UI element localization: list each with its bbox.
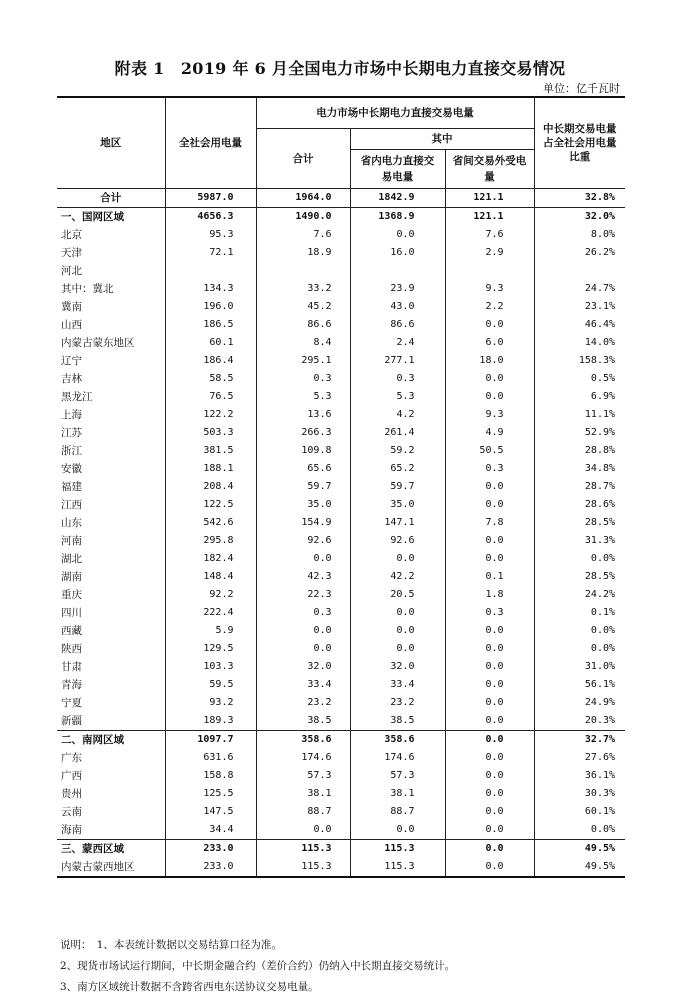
table-row: [57, 622, 625, 640]
table-row: [57, 532, 625, 550]
table-row: [57, 640, 625, 658]
contract-cell: 5.3: [256, 388, 350, 406]
region-cell: 贵州: [57, 785, 165, 803]
cross-province-cell: 0.0: [445, 731, 534, 750]
note-1: 说明： 1、本表统计数据以交易结算口径为准。: [60, 939, 282, 951]
table-row: [57, 604, 625, 622]
cross-province-cell: 7.8: [445, 514, 534, 532]
contract-cell: 0.0: [256, 640, 350, 658]
contract-cell: 1964.0: [256, 189, 350, 208]
header-in-province: 省内电力直接交易电量: [350, 150, 445, 189]
contract-cell: 32.0: [256, 658, 350, 676]
ratio-cell: 6.9%: [534, 388, 625, 406]
note-2: 2、现货市场试运行期间，中长期金融合约（差价合约）仍纳入中长期直接交易统计。: [60, 960, 456, 972]
ratio-cell: 158.3%: [534, 352, 625, 370]
total-use-cell: 5987.0: [165, 189, 256, 208]
region-cell: 上海: [57, 406, 165, 424]
total-use-cell: 76.5: [165, 388, 256, 406]
in-province-cell: 0.0: [350, 550, 445, 568]
in-province-cell: [350, 262, 445, 280]
cross-province-cell: 7.6: [445, 226, 534, 244]
in-province-cell: 23.2: [350, 694, 445, 712]
cross-province-cell: 0.0: [445, 658, 534, 676]
total-use-cell: 542.6: [165, 514, 256, 532]
total-use-cell: 34.4: [165, 821, 256, 840]
ratio-cell: 32.0%: [534, 208, 625, 227]
region-cell: 安徽: [57, 460, 165, 478]
table-row: [57, 316, 625, 334]
section-row: [57, 208, 625, 227]
table-row: [57, 262, 625, 280]
contract-cell: 92.6: [256, 532, 350, 550]
region-cell: 辽宁: [57, 352, 165, 370]
ratio-cell: 32.8%: [534, 189, 625, 208]
in-province-cell: 358.6: [350, 731, 445, 750]
ratio-cell: 24.9%: [534, 694, 625, 712]
in-province-cell: 115.3: [350, 858, 445, 877]
header-subtotal: 合计: [256, 129, 350, 189]
cross-province-cell: 0.0: [445, 785, 534, 803]
ratio-cell: 31.3%: [534, 532, 625, 550]
ratio-cell: 14.0%: [534, 334, 625, 352]
in-province-cell: 0.0: [350, 640, 445, 658]
total-use-cell: 5.9: [165, 622, 256, 640]
in-province-cell: 2.4: [350, 334, 445, 352]
table-row: [57, 712, 625, 731]
total-use-cell: 103.3: [165, 658, 256, 676]
in-province-cell: 261.4: [350, 424, 445, 442]
section-row: [57, 731, 625, 750]
region-cell: 四川: [57, 604, 165, 622]
cross-province-cell: 0.0: [445, 388, 534, 406]
cross-province-cell: 0.0: [445, 803, 534, 821]
cross-province-cell: 0.1: [445, 568, 534, 586]
in-province-cell: 43.0: [350, 298, 445, 316]
note-3: 3、南方区域统计数据不含跨省西电东送协议交易电量。: [60, 981, 319, 993]
ratio-cell: 24.2%: [534, 586, 625, 604]
in-province-cell: 86.6: [350, 316, 445, 334]
region-cell: 西藏: [57, 622, 165, 640]
total-use-cell: 92.2: [165, 586, 256, 604]
in-province-cell: 57.3: [350, 767, 445, 785]
region-cell: 甘肃: [57, 658, 165, 676]
total-use-cell: 186.5: [165, 316, 256, 334]
contract-cell: 1490.0: [256, 208, 350, 227]
contract-cell: 115.3: [256, 858, 350, 877]
table-row: [57, 424, 625, 442]
region-cell: 江苏: [57, 424, 165, 442]
table-row: [57, 658, 625, 676]
ratio-cell: 28.5%: [534, 514, 625, 532]
cross-province-cell: 1.8: [445, 586, 534, 604]
region-cell: 重庆: [57, 586, 165, 604]
cross-province-cell: 0.3: [445, 604, 534, 622]
ratio-cell: 28.7%: [534, 478, 625, 496]
table-row: [57, 694, 625, 712]
total-use-cell: 1097.7: [165, 731, 256, 750]
contract-cell: 38.5: [256, 712, 350, 731]
cross-province-cell: [445, 262, 534, 280]
in-province-cell: 59.2: [350, 442, 445, 460]
contract-cell: 295.1: [256, 352, 350, 370]
in-province-cell: 38.1: [350, 785, 445, 803]
cross-province-cell: 0.0: [445, 858, 534, 877]
region-cell: 合计: [57, 189, 165, 208]
in-province-cell: 33.4: [350, 676, 445, 694]
contract-cell: 65.6: [256, 460, 350, 478]
in-province-cell: 32.0: [350, 658, 445, 676]
ratio-cell: 32.7%: [534, 731, 625, 750]
region-cell: 宁夏: [57, 694, 165, 712]
region-cell: 广东: [57, 749, 165, 767]
total-use-cell: 233.0: [165, 858, 256, 877]
ratio-cell: 0.0%: [534, 550, 625, 568]
in-province-cell: 59.7: [350, 478, 445, 496]
contract-cell: 0.3: [256, 370, 350, 388]
table-row: [57, 767, 625, 785]
contract-cell: 59.7: [256, 478, 350, 496]
ratio-cell: 36.1%: [534, 767, 625, 785]
ratio-cell: 56.1%: [534, 676, 625, 694]
table-row: [57, 550, 625, 568]
ratio-cell: 28.6%: [534, 496, 625, 514]
table-row: [57, 352, 625, 370]
contract-cell: 358.6: [256, 731, 350, 750]
region-cell: 一、国网区域: [57, 208, 165, 227]
cross-province-cell: 6.0: [445, 334, 534, 352]
contract-cell: 18.9: [256, 244, 350, 262]
header-region: 地区: [57, 97, 165, 189]
unit-label: 单位：亿千瓦时: [543, 82, 620, 95]
cross-province-cell: 0.0: [445, 840, 534, 859]
region-cell: 北京: [57, 226, 165, 244]
ratio-cell: 0.1%: [534, 604, 625, 622]
ratio-cell: 0.0%: [534, 622, 625, 640]
ratio-cell: 0.5%: [534, 370, 625, 388]
total-use-cell: 93.2: [165, 694, 256, 712]
cross-province-cell: 0.3: [445, 460, 534, 478]
contract-cell: 33.2: [256, 280, 350, 298]
region-cell: 浙江: [57, 442, 165, 460]
table-row: [57, 280, 625, 298]
total-use-cell: 147.5: [165, 803, 256, 821]
contract-cell: 109.8: [256, 442, 350, 460]
cross-province-cell: 121.1: [445, 189, 534, 208]
table-row: [57, 388, 625, 406]
contract-cell: 88.7: [256, 803, 350, 821]
in-province-cell: 174.6: [350, 749, 445, 767]
in-province-cell: 1368.9: [350, 208, 445, 227]
region-cell: 湖北: [57, 550, 165, 568]
in-province-cell: 88.7: [350, 803, 445, 821]
region-cell: 云南: [57, 803, 165, 821]
page-title: 附表 1 2019 年 6 月全国电力市场中长期电力直接交易情况: [114, 59, 566, 78]
region-cell: 内蒙古蒙东地区: [57, 334, 165, 352]
cross-province-cell: 0.0: [445, 316, 534, 334]
contract-cell: [256, 262, 350, 280]
region-cell: 湖南: [57, 568, 165, 586]
in-province-cell: 42.2: [350, 568, 445, 586]
ratio-cell: 24.7%: [534, 280, 625, 298]
header-ratio: 中长期交易电量占全社会用电量比重: [534, 97, 625, 189]
in-province-cell: 115.3: [350, 840, 445, 859]
cross-province-cell: 0.0: [445, 767, 534, 785]
total-use-cell: 222.4: [165, 604, 256, 622]
in-province-cell: 4.2: [350, 406, 445, 424]
table-body: [57, 189, 625, 878]
region-cell: 福建: [57, 478, 165, 496]
table-row: [57, 496, 625, 514]
cross-province-cell: 0.0: [445, 676, 534, 694]
region-cell: 天津: [57, 244, 165, 262]
total-use-cell: 122.2: [165, 406, 256, 424]
total-use-cell: 208.4: [165, 478, 256, 496]
cross-province-cell: 121.1: [445, 208, 534, 227]
contract-cell: 38.1: [256, 785, 350, 803]
in-province-cell: 277.1: [350, 352, 445, 370]
total-use-cell: 134.3: [165, 280, 256, 298]
ratio-cell: 30.3%: [534, 785, 625, 803]
cross-province-cell: 2.9: [445, 244, 534, 262]
in-province-cell: 0.0: [350, 604, 445, 622]
table-row: [57, 821, 625, 840]
in-province-cell: 0.3: [350, 370, 445, 388]
in-province-cell: 38.5: [350, 712, 445, 731]
ratio-cell: 8.0%: [534, 226, 625, 244]
cross-province-cell: 0.0: [445, 640, 534, 658]
region-cell: 广西: [57, 767, 165, 785]
table-row: [57, 858, 625, 877]
table-row: [57, 244, 625, 262]
in-province-cell: 16.0: [350, 244, 445, 262]
total-use-cell: 381.5: [165, 442, 256, 460]
total-use-cell: 196.0: [165, 298, 256, 316]
total-use-cell: 72.1: [165, 244, 256, 262]
ratio-cell: 26.2%: [534, 244, 625, 262]
table-row: [57, 803, 625, 821]
cross-province-cell: 9.3: [445, 406, 534, 424]
region-cell: 黑龙江: [57, 388, 165, 406]
cross-province-cell: 0.0: [445, 821, 534, 840]
table-row: [57, 370, 625, 388]
total-use-cell: 129.5: [165, 640, 256, 658]
contract-cell: 86.6: [256, 316, 350, 334]
ratio-cell: 34.8%: [534, 460, 625, 478]
ratio-cell: 27.6%: [534, 749, 625, 767]
total-use-cell: 503.3: [165, 424, 256, 442]
contract-cell: 154.9: [256, 514, 350, 532]
total-use-cell: 631.6: [165, 749, 256, 767]
region-cell: 新疆: [57, 712, 165, 731]
ratio-cell: 11.1%: [534, 406, 625, 424]
cross-province-cell: 2.2: [445, 298, 534, 316]
table-row: [57, 442, 625, 460]
cross-province-cell: 50.5: [445, 442, 534, 460]
ratio-cell: 52.9%: [534, 424, 625, 442]
cross-province-cell: 0.0: [445, 622, 534, 640]
in-province-cell: 0.0: [350, 622, 445, 640]
cross-province-cell: 4.9: [445, 424, 534, 442]
total-use-cell: 60.1: [165, 334, 256, 352]
cross-province-cell: 0.0: [445, 370, 534, 388]
header-among: 其中: [350, 129, 534, 150]
total-use-cell: [165, 262, 256, 280]
in-province-cell: 0.0: [350, 226, 445, 244]
cross-province-cell: 0.0: [445, 478, 534, 496]
total-use-cell: 59.5: [165, 676, 256, 694]
contract-cell: 174.6: [256, 749, 350, 767]
total-use-cell: 148.4: [165, 568, 256, 586]
total-use-cell: 125.5: [165, 785, 256, 803]
total-use-cell: 233.0: [165, 840, 256, 859]
cross-province-cell: 0.0: [445, 694, 534, 712]
cross-province-cell: 0.0: [445, 712, 534, 731]
ratio-cell: 28.8%: [534, 442, 625, 460]
total-use-cell: 189.3: [165, 712, 256, 731]
table-row: [57, 785, 625, 803]
contract-cell: 0.3: [256, 604, 350, 622]
region-cell: 陕西: [57, 640, 165, 658]
ratio-cell: 0.0%: [534, 640, 625, 658]
cross-province-cell: 0.0: [445, 496, 534, 514]
section-row: [57, 840, 625, 859]
ratio-cell: [534, 262, 625, 280]
in-province-cell: 20.5: [350, 586, 445, 604]
in-province-cell: 0.0: [350, 821, 445, 840]
table-row: [57, 226, 625, 244]
header-cross-province: 省间交易外受电量: [445, 150, 534, 189]
table-row: [57, 334, 625, 352]
total-use-cell: 4656.3: [165, 208, 256, 227]
total-use-cell: 295.8: [165, 532, 256, 550]
region-cell: 山西: [57, 316, 165, 334]
ratio-cell: 23.1%: [534, 298, 625, 316]
region-cell: 三、蒙西区域: [57, 840, 165, 859]
contract-cell: 0.0: [256, 622, 350, 640]
table-row: [57, 478, 625, 496]
contract-cell: 0.0: [256, 550, 350, 568]
total-use-cell: 122.5: [165, 496, 256, 514]
ratio-cell: 49.5%: [534, 840, 625, 859]
ratio-cell: 60.1%: [534, 803, 625, 821]
contract-cell: 57.3: [256, 767, 350, 785]
in-province-cell: 5.3: [350, 388, 445, 406]
contract-cell: 0.0: [256, 821, 350, 840]
region-cell: 吉林: [57, 370, 165, 388]
table-row: [57, 749, 625, 767]
total-use-cell: 158.8: [165, 767, 256, 785]
ratio-cell: 49.5%: [534, 858, 625, 877]
contract-cell: 35.0: [256, 496, 350, 514]
contract-cell: 33.4: [256, 676, 350, 694]
contract-cell: 45.2: [256, 298, 350, 316]
cross-province-cell: 0.0: [445, 532, 534, 550]
region-cell: 河南: [57, 532, 165, 550]
region-cell: 冀南: [57, 298, 165, 316]
contract-cell: 8.4: [256, 334, 350, 352]
table-row: [57, 514, 625, 532]
table-row: [57, 586, 625, 604]
region-cell: 其中：冀北: [57, 280, 165, 298]
header-total-use: 全社会用电量: [165, 97, 256, 189]
table-row: [57, 568, 625, 586]
contract-cell: 115.3: [256, 840, 350, 859]
table-row: [57, 406, 625, 424]
ratio-cell: 0.0%: [534, 821, 625, 840]
contract-cell: 266.3: [256, 424, 350, 442]
contract-cell: 7.6: [256, 226, 350, 244]
in-province-cell: 65.2: [350, 460, 445, 478]
region-cell: 二、南网区域: [57, 731, 165, 750]
region-cell: 河北: [57, 262, 165, 280]
header-contract-group: 电力市场中长期电力直接交易电量: [256, 97, 534, 129]
region-cell: 内蒙古蒙西地区: [57, 858, 165, 877]
in-province-cell: 23.9: [350, 280, 445, 298]
ratio-cell: 20.3%: [534, 712, 625, 731]
contract-cell: 22.3: [256, 586, 350, 604]
total-use-cell: 58.5: [165, 370, 256, 388]
in-province-cell: 92.6: [350, 532, 445, 550]
cross-province-cell: 0.0: [445, 749, 534, 767]
ratio-cell: 46.4%: [534, 316, 625, 334]
total-use-cell: 95.3: [165, 226, 256, 244]
notes: [60, 935, 455, 998]
cross-province-cell: 18.0: [445, 352, 534, 370]
total-row: [57, 189, 625, 208]
cross-province-cell: 0.0: [445, 550, 534, 568]
ratio-cell: 31.0%: [534, 658, 625, 676]
cross-province-cell: 9.3: [445, 280, 534, 298]
table-row: [57, 676, 625, 694]
contract-cell: 13.6: [256, 406, 350, 424]
table-row: [57, 460, 625, 478]
ratio-cell: 28.5%: [534, 568, 625, 586]
total-use-cell: 182.4: [165, 550, 256, 568]
region-cell: 海南: [57, 821, 165, 840]
total-use-cell: 186.4: [165, 352, 256, 370]
data-table: [57, 96, 625, 878]
in-province-cell: 147.1: [350, 514, 445, 532]
region-cell: 江西: [57, 496, 165, 514]
total-use-cell: 188.1: [165, 460, 256, 478]
in-province-cell: 1842.9: [350, 189, 445, 208]
contract-cell: 42.3: [256, 568, 350, 586]
region-cell: 青海: [57, 676, 165, 694]
table-row: [57, 298, 625, 316]
in-province-cell: 35.0: [350, 496, 445, 514]
contract-cell: 23.2: [256, 694, 350, 712]
region-cell: 山东: [57, 514, 165, 532]
